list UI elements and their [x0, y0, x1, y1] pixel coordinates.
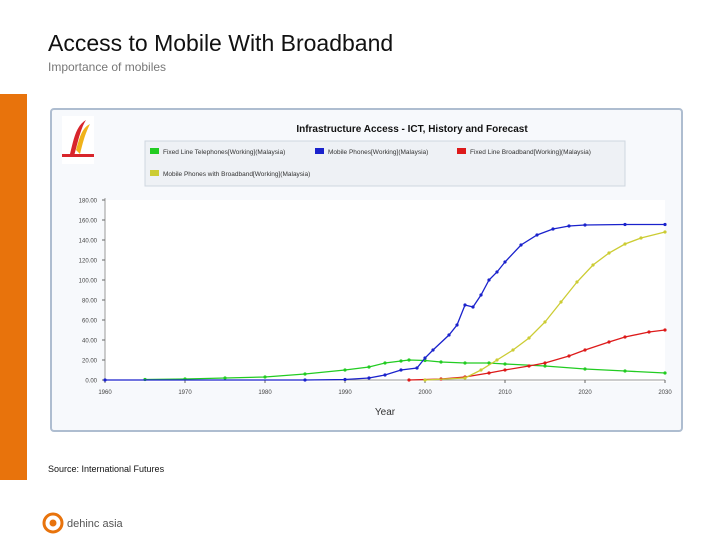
line-chart [52, 110, 681, 430]
x-tick-label: 2020 [578, 390, 592, 396]
data-point [367, 376, 370, 379]
data-point [567, 224, 570, 227]
y-tick-label: 60.00 [81, 318, 97, 325]
data-point [399, 359, 402, 362]
data-point [623, 223, 626, 226]
data-point [663, 371, 666, 374]
data-point [223, 376, 226, 379]
data-point [503, 362, 506, 365]
data-point [591, 263, 594, 266]
data-point [487, 278, 490, 281]
data-point [447, 333, 450, 336]
data-point [607, 340, 610, 343]
y-tick-label: 0.00 [85, 378, 97, 385]
chart-panel [50, 108, 683, 432]
data-point [407, 358, 410, 361]
x-tick-label: 2030 [658, 390, 672, 396]
source-note: Source: International Futures [48, 464, 165, 474]
legend-swatch [457, 148, 466, 154]
data-point [303, 372, 306, 375]
data-point [431, 348, 434, 351]
legend-swatch [150, 148, 159, 154]
y-tick-label: 120.00 [78, 258, 97, 265]
footer-logo [42, 512, 142, 534]
data-point [583, 367, 586, 370]
data-point [527, 336, 530, 339]
data-point [455, 323, 458, 326]
data-point [623, 369, 626, 372]
data-point [367, 365, 370, 368]
data-point [623, 335, 626, 338]
y-tick-label: 40.00 [81, 338, 97, 345]
page-subtitle: Importance of mobiles [48, 60, 167, 74]
data-point [543, 320, 546, 323]
footer-logo-text: dehinc asia [67, 518, 123, 530]
y-tick-label: 80.00 [81, 298, 97, 305]
data-point [343, 378, 346, 381]
data-point [479, 368, 482, 371]
data-point [463, 361, 466, 364]
data-point [663, 328, 666, 331]
x-tick-label: 1960 [98, 390, 112, 396]
chart-title: Infrastructure Access - ICT, History and Forecast [296, 124, 528, 135]
data-point [639, 236, 642, 239]
legend-swatch [315, 148, 324, 154]
data-point [543, 361, 546, 364]
data-point [423, 378, 426, 381]
data-point [511, 348, 514, 351]
data-point [383, 361, 386, 364]
data-point [303, 378, 306, 381]
legend-label: Fixed Line Telephones[Working](Malaysia) [163, 149, 286, 156]
data-point [471, 305, 474, 308]
ifs-logo-icon [62, 116, 94, 164]
data-point [519, 243, 522, 246]
data-point [503, 260, 506, 263]
data-point [463, 376, 466, 379]
data-point [383, 373, 386, 376]
data-point [439, 360, 442, 363]
data-point [535, 233, 538, 236]
data-point [463, 303, 466, 306]
data-point [479, 293, 482, 296]
legend-swatch [150, 170, 159, 176]
data-point [263, 375, 266, 378]
data-point [583, 348, 586, 351]
x-tick-label: 2000 [418, 390, 432, 396]
data-point [495, 270, 498, 273]
data-point [415, 366, 418, 369]
data-point [607, 251, 610, 254]
y-tick-label: 160.00 [78, 218, 97, 225]
data-point [343, 368, 346, 371]
y-tick-label: 100.00 [78, 278, 97, 285]
data-point [623, 242, 626, 245]
data-point [399, 368, 402, 371]
x-tick-label: 1990 [338, 390, 352, 396]
x-axis-label: Year [374, 407, 396, 418]
y-tick-label: 140.00 [78, 238, 97, 245]
page-title: Access to Mobile With Broadband [48, 30, 394, 56]
data-point [559, 300, 562, 303]
x-tick-label: 1970 [178, 390, 192, 396]
data-point [647, 330, 650, 333]
data-point [407, 378, 410, 381]
legend-label: Mobile Phones with Broadband[Working](Malaysia) [163, 171, 311, 178]
x-tick-label: 1980 [258, 390, 272, 396]
data-point [543, 364, 546, 367]
legend-box [145, 141, 625, 186]
data-point [567, 354, 570, 357]
data-point [663, 223, 666, 226]
data-point [583, 223, 586, 226]
dehinc-logo-icon [44, 514, 62, 532]
legend-label: Mobile Phones[Working](Malaysia) [328, 149, 429, 156]
data-point [423, 356, 426, 359]
data-point [527, 364, 530, 367]
data-point [487, 371, 490, 374]
data-point [495, 358, 498, 361]
data-point [575, 280, 578, 283]
accent-bar [0, 94, 27, 480]
plot-area [105, 200, 665, 382]
data-point [551, 227, 554, 230]
x-tick-label: 2010 [498, 390, 512, 396]
data-point [503, 368, 506, 371]
y-tick-label: 20.00 [81, 358, 97, 365]
legend-label: Fixed Line Broadband[Working](Malaysia) [470, 149, 591, 156]
y-tick-label: 180.00 [78, 198, 97, 205]
data-point [103, 378, 106, 381]
data-point [663, 230, 666, 233]
